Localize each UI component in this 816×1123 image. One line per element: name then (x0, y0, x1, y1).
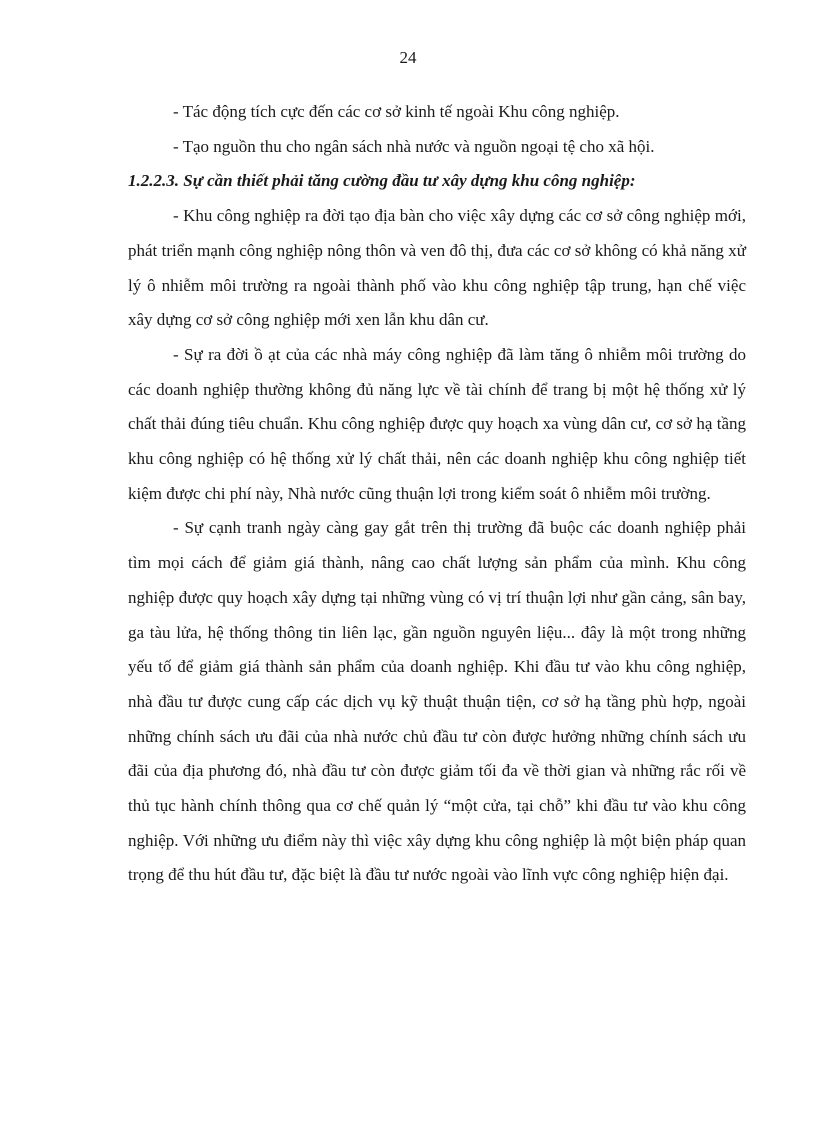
bullet-positive-impact: - Tác động tích cực đến các cơ sở kinh tế ngoài Khu công nghiệp. (173, 102, 620, 121)
section-heading: 1.2.2.3. Sự cần thiết phải tăng cường đầu tư xây dựng khu công nghiệp: (128, 171, 636, 191)
paragraph-pollution-control: - Sự ra đời ồ ạt của các nhà máy công nghiệp đã làm tăng ô nhiễm môi trường do các doanh nghiệp thường không đủ năng lực về tài chính để trang bị một hệ thống xử lý chất thải đúng tiêu chuẩn. Khu công nghiệp được quy hoạch xa vùng dân cư, cơ sở hạ tầng khu công nghiệp có hệ thống xử lý chất thải, nên các doanh nghiệp khu công nghiệp tiết kiệm được chi phí này, Nhà nước cũng thuận lợi trong kiểm soát ô nhiễm môi trường. (128, 344, 746, 503)
page-number: 24 (399, 48, 417, 67)
document-body (128, 95, 746, 893)
paragraph-competition-investment: - Sự cạnh tranh ngày càng gay gắt trên thị trường đã buộc các doanh nghiệp phải tìm mọi cách để giảm giá thành, nâng cao chất lượng sản phẩm của mình. Khu công nghiệp được quy hoạch xây dựng tại những vùng có vị trí thuận lợi như gần cảng, sân bay, ga tàu lửa, hệ thống thông tin liên lạc, gần nguồn nguyên liệu... đây là một trong những yếu tố để giảm giá thành sản phẩm của doanh nghiệp. Khi đầu tư vào khu công nghiệp, nhà đầu tư được cung cấp các dịch vụ kỹ thuật thuận tiện, cơ sở hạ tầng phù hợp, ngoài những chính sách ưu đãi của nhà nước chủ đầu tư còn được hưởng những chính sách ưu đãi của địa phương đó, nhà đầu tư còn được giảm tối đa về thời gian và những rắc rối về thủ tục hành chính thông qua cơ chế quản lý “một cửa, tại chỗ” khi đầu tư vào khu công nghiệp. Với những ưu điểm này thì việc xây dựng khu công nghiệp là một biện pháp quan trọng để thu hút đầu tư, đặc biệt là đầu tư nước ngoài vào lĩnh vực công nghiệp hiện đại. (128, 518, 746, 885)
paragraph-industrial-zone-purpose: - Khu công nghiệp ra đời tạo địa bàn cho việc xây dựng các cơ sở công nghiệp mới, phát triển mạnh công nghiệp nông thôn và ven đô thị, đưa các cơ sở không có khả năng xử lý ô nhiễm môi trường ra ngoài thành phố vào khu công nghiệp tập trung, hạn chế việc xây dựng cơ sở công nghiệp mới xen lẫn khu dân cư. (128, 206, 746, 330)
bullet-revenue-source: - Tạo nguồn thu cho ngân sách nhà nước và nguồn ngoại tệ cho xã hội. (173, 136, 655, 156)
